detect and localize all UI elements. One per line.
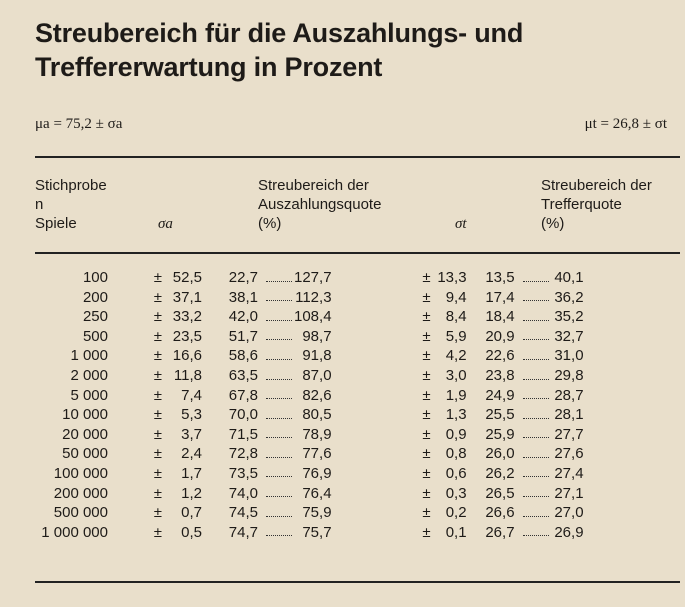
leader-dots [266,412,292,419]
plus-minus-a: ± [153,445,162,463]
dotted-leader [521,503,551,523]
hit-low: 26,6 [485,504,515,522]
leader-dots [266,431,292,438]
leader-dots [266,490,292,497]
spread-table [35,268,584,542]
plus-minus-a: ± [153,464,162,482]
plus-minus-a: ± [153,308,162,326]
sample-size: 10 000 [62,406,108,424]
leader-dots [266,529,292,536]
table-row [35,484,584,504]
dotted-leader [264,386,294,406]
payout-high: 112,3 [295,288,332,306]
sigma-t-value: 3,0 [445,366,467,384]
sigma-a-value: 0,5 [181,523,202,541]
table-row [35,366,584,386]
table-row [35,405,584,425]
sample-size: 100 000 [53,464,108,482]
plus-minus-t: ± [422,308,431,326]
sample-size: 500 000 [53,504,108,522]
sigma-a-value: 7,4 [181,386,202,404]
dotted-leader [521,288,551,308]
sigma-a-value: 11,8 [173,366,202,384]
header-payout-range [258,176,381,233]
sample-size: 100 [82,269,108,286]
sigma-t-value: 1,3 [445,406,467,424]
payout-low: 63,5 [228,366,258,384]
plus-minus-a: ± [153,425,162,443]
hit-high: 27,6 [554,445,584,463]
dotted-leader [521,405,551,425]
dotted-leader [264,307,294,327]
plus-minus-t: ± [422,523,431,541]
formula-payout: μa = 75,2 ± σa [35,116,123,132]
hit-low: 20,9 [485,327,515,345]
dotted-leader [264,366,294,386]
sigma-t-value: 13,3 [437,269,467,286]
payout-high: 76,9 [302,464,332,482]
sigma-t-value: 0,6 [445,464,467,482]
sigma-a-value: 2,4 [181,445,202,463]
plus-minus-a: ± [153,406,162,424]
payout-low: 70,0 [228,406,258,424]
header-sample-line-1: Stichprobe [35,177,107,194]
plus-minus-a: ± [153,269,162,286]
header-sigma-a: σa [158,216,173,232]
hit-high: 28,1 [554,406,584,424]
leader-dots [523,490,549,497]
sigma-t-value: 1,9 [445,386,467,404]
plus-minus-a: ± [153,327,162,345]
sample-size: 200 000 [53,484,108,502]
dotted-leader [521,386,551,406]
leader-dots [266,392,292,399]
sample-size: 2 000 [70,366,108,384]
hit-low: 25,9 [485,425,515,443]
sigma-a-value: 16,6 [172,347,202,365]
leader-dots [266,510,292,517]
plus-minus-a: ± [153,288,162,306]
table-title [35,16,675,84]
hit-low: 26,2 [485,464,515,482]
dotted-leader [521,366,551,386]
leader-dots [523,470,549,477]
hit-low: 24,9 [485,386,515,404]
sigma-t-value: 0,1 [445,523,467,541]
sample-size: 250 [82,308,108,326]
sigma-t-value: 8,4 [445,308,467,326]
payout-high: 80,5 [302,406,332,424]
hit-high: 36,2 [554,288,584,306]
dotted-leader [521,327,551,347]
table-row [35,268,584,288]
payout-low: 22,7 [228,269,258,286]
sigma-a-value: 1,7 [181,464,202,482]
top-rule [35,156,680,158]
table-row [35,346,584,366]
table-row [35,503,584,523]
plus-minus-a: ± [153,366,162,384]
dotted-leader [521,307,551,327]
leader-dots [266,451,292,458]
plus-minus-a: ± [153,484,162,502]
leader-dots [523,353,549,360]
header-hit-line-3: (%) [541,215,565,232]
plus-minus-a: ± [153,523,162,541]
sigma-a-value: 23,5 [172,327,202,345]
plus-minus-t: ± [422,464,431,482]
payout-low: 58,6 [228,347,258,365]
plus-minus-a: ± [153,386,162,404]
header-hit-line-1: Streubereich der [541,177,652,194]
payout-low: 67,8 [228,386,258,404]
hit-high: 27,4 [554,464,584,482]
leader-dots [266,275,292,282]
plus-minus-t: ± [422,347,431,365]
hit-low: 26,0 [485,445,515,463]
sample-size: 500 [82,327,108,345]
payout-low: 72,8 [228,445,258,463]
plus-minus-t: ± [422,288,431,306]
header-sample [35,176,107,233]
header-rule [35,252,680,254]
hit-high: 27,0 [554,504,584,522]
payout-low: 38,1 [228,288,258,306]
header-hit-line-2: Trefferquote [541,196,622,213]
hit-high: 31,0 [554,347,584,365]
leader-dots [266,470,292,477]
dotted-leader [521,346,551,366]
sample-size: 1 000 000 [41,523,108,541]
leader-dots [523,314,549,321]
payout-high: 91,8 [302,347,332,365]
sigma-a-value: 37,1 [172,288,202,306]
header-sample-line-2: n [35,196,44,213]
payout-low: 74,7 [228,523,258,541]
dotted-leader [264,405,294,425]
dotted-leader [521,425,551,445]
plus-minus-t: ± [422,445,431,463]
dotted-leader [264,503,294,523]
leader-dots [266,333,292,340]
leader-dots [523,373,549,380]
leader-dots [523,431,549,438]
leader-dots [523,529,549,536]
leader-dots [523,451,549,458]
sigma-t-value: 0,3 [445,484,467,502]
sigma-t-value: 5,9 [445,327,467,345]
sample-size: 20 000 [62,425,108,443]
table-row [35,444,584,464]
hit-high: 27,1 [554,484,584,502]
hit-low: 26,5 [485,484,515,502]
formula-hits: μt = 26,8 ± σt [584,116,667,132]
header-sigma-t: σt [455,216,467,232]
sample-size: 50 000 [62,445,108,463]
sigma-a-value: 1,2 [181,484,202,502]
table-row [35,288,584,308]
hit-low: 13,5 [485,269,515,286]
sigma-a-value: 5,3 [181,406,202,424]
sample-size: 1 000 [70,347,108,365]
header-payout-line-2: Auszahlungsquote [258,196,382,213]
payout-high: 75,9 [302,504,332,522]
payout-high: 127,7 [294,269,332,286]
dotted-leader [264,464,294,484]
leader-dots [523,510,549,517]
dotted-leader [521,444,551,464]
payout-high: 76,4 [302,484,332,502]
payout-low: 74,5 [228,504,258,522]
table-row [35,386,584,406]
sample-size: 200 [82,288,108,306]
leader-dots [523,333,549,340]
plus-minus-t: ± [422,327,431,345]
payout-high: 108,4 [294,308,332,326]
plus-minus-t: ± [422,504,431,522]
table-row [35,307,584,327]
payout-high: 87,0 [302,366,332,384]
dotted-leader [264,346,294,366]
hit-high: 28,7 [554,386,584,404]
leader-dots [266,373,292,380]
hit-high: 40,1 [554,269,584,286]
sigma-a-value: 52,5 [172,269,202,286]
dotted-leader [264,327,294,347]
sample-size: 5 000 [70,386,108,404]
table-row [35,327,584,347]
leader-dots [523,412,549,419]
sigma-a-value: 33,2 [172,308,202,326]
plus-minus-a: ± [153,347,162,365]
table-row [35,425,584,445]
sigma-a-value: 3,7 [181,425,202,443]
hit-low: 23,8 [485,366,515,384]
hit-low: 25,5 [485,406,515,424]
payout-high: 77,6 [302,445,332,463]
payout-low: 51,7 [228,327,258,345]
plus-minus-t: ± [422,386,431,404]
header-payout-line-1: Streubereich der [258,177,369,194]
payout-low: 74,0 [228,484,258,502]
dotted-leader [521,484,551,504]
leader-dots [523,392,549,399]
dotted-leader [521,464,551,484]
sigma-t-value: 0,9 [445,425,467,443]
dotted-leader [521,268,551,288]
sigma-t-value: 4,2 [445,347,467,365]
plus-minus-t: ± [422,484,431,502]
payout-high: 82,6 [302,386,332,404]
sigma-t-value: 0,8 [445,445,467,463]
dotted-leader [521,523,551,543]
payout-high: 78,9 [302,425,332,443]
sigma-a-value: 0,7 [181,504,202,522]
dotted-leader [264,288,294,308]
sigma-t-value: 0,2 [445,504,467,522]
hit-high: 26,9 [554,523,584,541]
payout-high: 98,7 [302,327,332,345]
plus-minus-t: ± [422,406,431,424]
hit-low: 22,6 [485,347,515,365]
sigma-t-value: 9,4 [445,288,467,306]
plus-minus-t: ± [422,425,431,443]
hit-low: 18,4 [485,308,515,326]
payout-high: 75,7 [302,523,332,541]
dotted-leader [264,444,294,464]
table-row [35,523,584,543]
header-payout-line-3: (%) [258,215,282,232]
table-row [35,464,584,484]
title-line-2: Treffererwartung in Prozent [35,52,383,82]
hit-low: 26,7 [485,523,515,541]
dotted-leader [264,268,294,288]
hit-high: 29,8 [554,366,584,384]
payout-low: 71,5 [228,425,258,443]
hit-low: 17,4 [485,288,515,306]
leader-dots [523,275,549,282]
hit-high: 35,2 [554,308,584,326]
hit-high: 27,7 [554,425,584,443]
leader-dots [523,294,549,301]
payout-low: 73,5 [228,464,258,482]
leader-dots [266,353,292,360]
plus-minus-t: ± [422,366,431,384]
dotted-leader [264,425,294,445]
plus-minus-a: ± [153,504,162,522]
dotted-leader [264,523,294,543]
leader-dots [266,294,292,301]
header-hit-range [541,176,652,233]
leader-dots [266,314,292,321]
payout-low: 42,0 [228,308,258,326]
title-line-1: Streubereich für die Auszahlungs- und [35,18,524,48]
header-sample-line-3: Spiele [35,215,77,232]
bottom-rule [35,581,680,583]
dotted-leader [264,484,294,504]
hit-high: 32,7 [554,327,584,345]
plus-minus-t: ± [422,269,431,286]
